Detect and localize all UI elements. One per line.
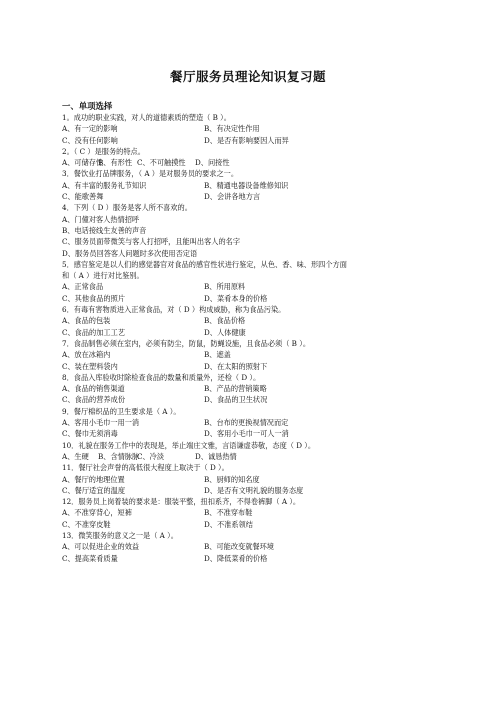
option-text: A、食品的销售渠道 xyxy=(62,384,125,394)
text-line xyxy=(62,440,442,451)
line-text: 3．餐饮业打品牌服务，（ A ）是对服务员的要求之一。 xyxy=(62,169,239,179)
line-text: B、电话接线生友善的声音 xyxy=(62,225,147,235)
text-line xyxy=(62,168,442,179)
option-text: D、客用小毛巾一可人一消 xyxy=(204,429,289,439)
option-text: B、产品的营销策略 xyxy=(204,384,267,394)
option-row xyxy=(62,191,442,202)
option-text: A、有丰富的服务礼节知识 xyxy=(62,180,147,190)
option-text: C、餐厅适宜的温度 xyxy=(62,485,126,495)
option-text: D、是否有文明礼貌的服务态度 xyxy=(204,485,304,495)
option-text: B、所用原料 xyxy=(204,282,246,292)
option-text: B、有形性 xyxy=(98,158,133,168)
option-row xyxy=(62,281,442,292)
option-row xyxy=(62,293,442,304)
line-text: 2。（ C ）是服务的特点。 xyxy=(62,146,145,156)
line-text: 10．礼貌在服务工作中的表现是，举止端庄文雅，言语谦虚恭敬，态度（ D ）。 xyxy=(62,440,316,450)
option-text: D、人体健康 xyxy=(204,327,246,337)
text-line xyxy=(62,530,442,541)
line-text: 11．餐厅社会声誉的高低很大程度上取决于（ D ）。 xyxy=(62,463,229,473)
option-text: C、食品的营养成份 xyxy=(62,395,126,405)
option-text: B、不准穿布鞋 xyxy=(204,508,253,518)
option-text: D、降低菜肴的价格 xyxy=(204,553,268,563)
option-row xyxy=(62,383,442,394)
option-text: C、冷淡 xyxy=(137,451,165,461)
option-text: C、提高菜肴质量 xyxy=(62,553,118,563)
option-text: A、可储存性 xyxy=(62,158,104,168)
line-text: 和（ A ）进行对比鉴别。 xyxy=(62,271,144,281)
text-line xyxy=(62,338,442,349)
option-text: B、食品价格 xyxy=(204,316,246,326)
line-text: 5．感官鉴定是以人们的感觉器官对食品的感官性状进行鉴定，从色、香、味、形四个方面 xyxy=(62,259,347,269)
option-text: A、正常食品 xyxy=(62,282,104,292)
option-text: D、诚恳热情 xyxy=(195,451,237,461)
option-row xyxy=(62,157,442,168)
line-text: 12．服务员上岗着装的要求是：服装平整，扭扣系齐，不得卷裤脚（ A ）。 xyxy=(62,497,301,507)
document-title: 餐厅服务员理论知识复习题 xyxy=(169,69,326,84)
section-heading: 一、单项选择 xyxy=(62,101,113,111)
option-text: C、其他食品的照片 xyxy=(62,293,126,303)
text-line xyxy=(62,112,442,123)
line-text: 6．有毒有害物质进入正常食品，对（ D ）构成威胁，称为食品污染。 xyxy=(62,305,286,315)
line-text: 8．食品入库验收时除检查食品的数量和质量外，还检（ D ）。 xyxy=(62,372,261,382)
option-row xyxy=(62,394,442,405)
text-line xyxy=(62,202,442,213)
option-text: D、会讲各地方言 xyxy=(204,192,261,202)
text-line xyxy=(62,225,442,236)
option-text: A、生硬 xyxy=(62,451,89,461)
option-text: A、有一定的影响 xyxy=(62,124,118,134)
option-row xyxy=(62,135,442,146)
option-text: B、厨师的知名度 xyxy=(204,474,260,484)
text-line xyxy=(62,146,442,157)
option-text: B、可能改变就餐环境 xyxy=(204,542,274,552)
text-line xyxy=(62,248,442,259)
option-text: D、问接性 xyxy=(195,158,230,168)
option-row xyxy=(62,553,442,564)
option-text: A、放在冰箱内 xyxy=(62,350,111,360)
option-text: C、不准穿皮鞋 xyxy=(62,519,111,529)
option-row xyxy=(62,507,442,518)
option-row xyxy=(62,474,442,485)
option-text: C、没有任何影响 xyxy=(62,135,118,145)
option-row xyxy=(62,451,442,462)
text-line xyxy=(62,462,442,473)
question-list xyxy=(62,112,442,564)
option-text: B、台布的更换视情况而定 xyxy=(204,418,289,428)
option-row xyxy=(62,180,442,191)
line-text: C、服务员面带微笑与客人打招呼，且能叫出客人的名字 xyxy=(62,237,241,247)
option-text: C、食品的加工工艺 xyxy=(62,327,126,337)
option-row xyxy=(62,349,442,360)
option-text: A、可以促进企业的效益 xyxy=(62,542,140,552)
text-line xyxy=(62,372,442,383)
text-line xyxy=(62,236,442,247)
text-line xyxy=(62,214,442,225)
line-text: 9．餐厅棉织品的卫生要求是（ A ）。 xyxy=(62,406,181,416)
option-text: D、菜肴本身的价格 xyxy=(204,293,268,303)
option-row xyxy=(62,361,442,372)
option-text: C、不可触摸性 xyxy=(137,158,186,168)
text-line xyxy=(62,406,442,417)
option-row xyxy=(62,428,442,439)
line-text: 7．食品制售必须在室内，必须有防尘，防鼠，防蝇设施，且食品必须（ B ）。 xyxy=(62,338,311,348)
line-text: A、门僮对客人热情招呼 xyxy=(62,214,140,224)
option-row xyxy=(62,123,442,134)
option-row xyxy=(62,541,442,552)
option-text: D、在太阳的照射下 xyxy=(204,361,268,371)
option-text: D、食品的卫生状况 xyxy=(204,395,268,405)
text-line xyxy=(62,496,442,507)
option-row xyxy=(62,417,442,428)
option-text: C、装在塑料袋内 xyxy=(62,361,118,371)
option-text: C、餐巾无须消毒 xyxy=(62,429,118,439)
option-text: D、不准系领结 xyxy=(204,519,253,529)
option-row xyxy=(62,327,442,338)
line-text: 13．微笑服务的意义之一是（ A ）。 xyxy=(62,530,178,540)
text-line xyxy=(62,304,442,315)
option-text: B、有决定性作用 xyxy=(204,124,260,134)
line-text: 4．下列（ D ）服务是客人所不喜欢的。 xyxy=(62,203,192,213)
option-text: C、能歌善舞 xyxy=(62,192,104,202)
option-text: A、不准穿背心，短裤 xyxy=(62,508,132,518)
option-text: B、遮盖 xyxy=(204,350,231,360)
option-row xyxy=(62,519,442,530)
option-text: D、是否有影响要因人而异 xyxy=(204,135,289,145)
text-line xyxy=(62,259,442,270)
option-text: A、食品的包装 xyxy=(62,316,111,326)
option-row xyxy=(62,315,442,326)
text-line xyxy=(62,270,442,281)
option-text: B、精通电器设备维修知识 xyxy=(204,180,289,190)
option-text: B、含情脉脉 xyxy=(98,451,140,461)
option-row xyxy=(62,485,442,496)
line-text: D、服务员回答客人问题时多次使用否定语 xyxy=(62,248,198,258)
line-text: 1。成功的职业实践，对人的道德素质的塑造（ B ）。 xyxy=(62,113,231,122)
option-text: A、客用小毛巾一用一消 xyxy=(62,418,140,428)
option-text: A、餐厅的地理位置 xyxy=(62,474,125,484)
